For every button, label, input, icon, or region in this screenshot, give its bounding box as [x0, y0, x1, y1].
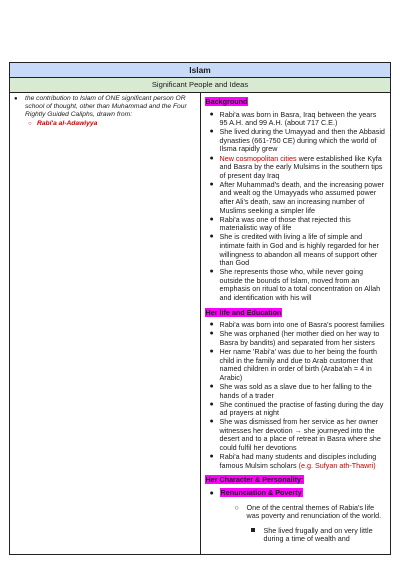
- highlighted-phrase: New cosmopolitan cities: [219, 153, 297, 163]
- bullet-icon: ●: [209, 268, 214, 276]
- bullet-icon: ●: [209, 330, 214, 338]
- subheading-renunciation: Renunciation & Poverty: [220, 487, 302, 497]
- list-item: ● Her name 'Rabi'a' was due to her being the fourth child in the family and due to Arab customer that named children in order of birth (Araba'ah = 4 in Arabic): [209, 347, 378, 382]
- syllabus-column: [10, 93, 201, 555]
- bullet-icon: ●: [209, 348, 214, 356]
- subheading-row: [205, 489, 387, 498]
- table-title: Islam: [10, 63, 391, 78]
- list-item: ● Rabi'a had many students and disciples including famous Mulsim scholars (e.g. Sufyan ath-Thawri): [209, 452, 377, 470]
- arrow-right-icon: →: [294, 425, 302, 435]
- study-notes-table: [9, 62, 391, 555]
- list-item: ● New cosmopolitan cities were established like Kyfa and Basra by the early Mulsims in the southern tips of present day Iraq: [209, 153, 383, 180]
- bullet-icon: ●: [209, 487, 214, 497]
- list-item: ● She continued the practise of fasting during the day ad prayers at night: [209, 399, 384, 418]
- highlighted-phrase: (e.g. Sufyan ath-Thawri): [298, 460, 376, 470]
- list-item: ○ One of the central themes of Rabia's life was poverty and renunciation of the world.: [234, 502, 382, 521]
- list-item: ● Rabi'a was one of those that rejected this materialistic way of life: [209, 214, 351, 233]
- syllabus-point: [12, 95, 198, 119]
- notes-column: [200, 93, 391, 555]
- section-heading-background: Background: [205, 97, 248, 106]
- section-heading-character: Her Character & Personality:: [205, 475, 304, 485]
- bullet-icon: ●: [209, 321, 214, 329]
- circle-bullet-icon: ○: [234, 502, 239, 512]
- bullet-icon: ●: [209, 215, 214, 223]
- square-bullet-icon: [251, 528, 255, 532]
- list-item: ● She was sold as a slave due to her falling to the hands of a trader: [209, 381, 372, 400]
- list-item: ● After Muhammad's death, and the increasing power and wealt og the Umayyads who assumed power after Ali's death, saw an increasing number of Muslims seeking a simpler life: [209, 179, 384, 215]
- bullet-icon: ●: [209, 180, 214, 188]
- table-subtitle: Significant People and Ideas: [10, 78, 391, 93]
- list-item: ● She was orphaned (her mother died on her way to Basra by bandits) and separated from her sisters: [209, 329, 380, 347]
- bullet-icon: ●: [209, 382, 214, 390]
- bullet-icon: ●: [209, 453, 214, 461]
- bullet-icon: ●: [209, 400, 214, 408]
- list-item: ● She was dismissed from her service as her owner witnesses her devotion → she journeyed into the desert and to a place of retreat in Basra where she could fulfil her devotions: [209, 417, 381, 453]
- bullet-icon: ●: [209, 110, 214, 118]
- background-list: [205, 111, 387, 303]
- circle-bullet-icon: ○: [28, 121, 32, 128]
- life-list: [205, 321, 387, 470]
- person-name: Rabi'a al-Adawiyya: [37, 120, 98, 128]
- list-item: She lived frugally and on very little during a time of wealth and: [205, 527, 387, 544]
- syllabus-subpoint: [12, 120, 198, 128]
- bullet-icon: ●: [209, 128, 214, 136]
- list-item: ● She represents those who, while never going outside the bounds of Islam, moved from an emphasis on ritual to a total concentration on Allah and identification with his will: [209, 267, 381, 303]
- list-item: ● She is credited with living a life of simple and intimate faith in God and is highly regarded for her willingness to abandon all means of support other than God: [209, 232, 379, 268]
- bullet-icon: ●: [209, 233, 214, 241]
- bullet-icon: ●: [14, 96, 18, 102]
- list-item: ● She lived during the Umayyad and then the Abbasid dynasties (661-750 CE) during which the world of Ilsma rapidly grew: [209, 127, 385, 154]
- list-item: ● Rabi'a was born in Basra, Iraq between the years 95 A.H. and 99 A.H. (about 717 C.E.): [209, 109, 377, 128]
- section-heading-life: Her life and Education: [205, 307, 282, 317]
- syllabus-text: the contribution to Islam of ONE significant person OR school of thought, other than Muhammad and the Four Rightly Guided Caliphs, drawn from:: [25, 95, 187, 119]
- list-item: ● Rabi'a was born into one of Basra's poorest families: [209, 320, 385, 330]
- bullet-icon: ●: [209, 418, 214, 426]
- bullet-icon: ●: [209, 154, 214, 162]
